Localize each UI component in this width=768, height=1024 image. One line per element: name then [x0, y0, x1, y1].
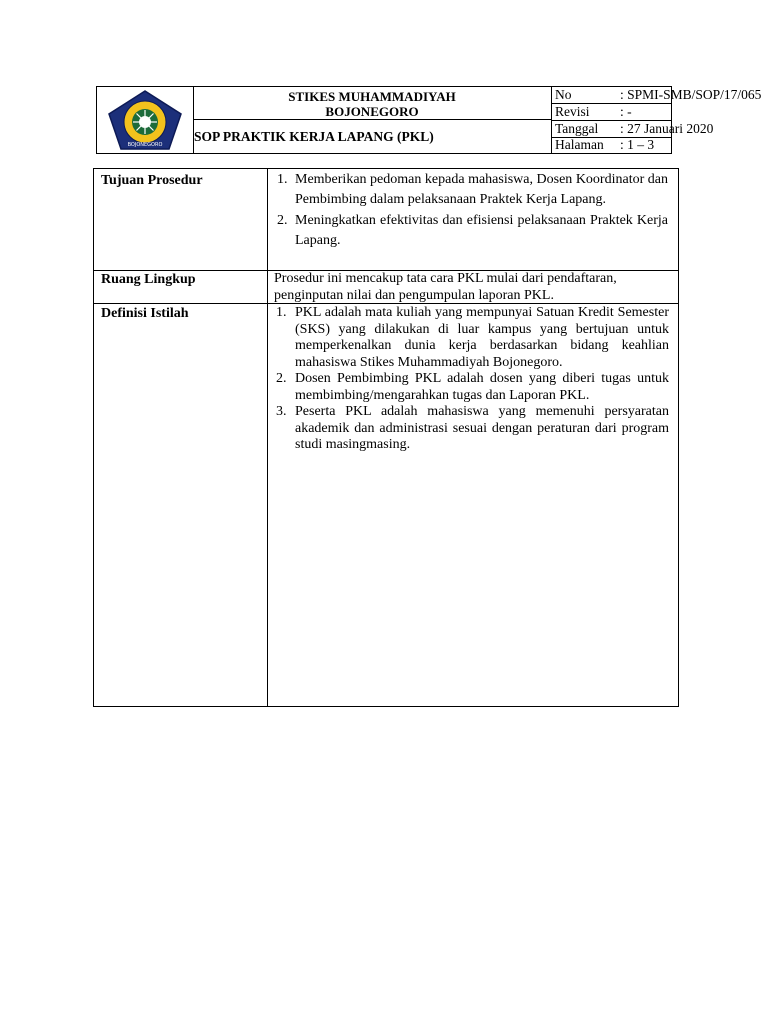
- tujuan-label: Tujuan Prosedur: [101, 173, 203, 188]
- meta-row-tanggal: [552, 121, 714, 138]
- procedure-table: [93, 168, 679, 707]
- list-item: [274, 404, 669, 454]
- meta-value: : SPMI-SMB/SOP/17/065: [620, 87, 762, 102]
- meta-value: : 1 – 3: [620, 137, 655, 152]
- list-item: [270, 211, 668, 251]
- item-number: 2.: [276, 371, 287, 386]
- document-meta: [552, 87, 762, 153]
- meta-label: Revisi: [555, 104, 590, 119]
- svg-text:BOJONEGORO: BOJONEGORO: [127, 142, 163, 148]
- item-number: 1.: [277, 172, 288, 187]
- institution-logo: [105, 88, 185, 152]
- institution-name: [193, 87, 551, 120]
- ruang-text: Prosedur ini mencakup tata cara PKL mulai dari pendaftaran, penginputan nilai dan pengumpulan laporan PKL.: [274, 271, 617, 303]
- item-text: Memberikan pedoman kepada mahasiswa, Dosen Koordinator dan Pembimbing dalam pelaksanaan Praktek Kerja Lapang.: [295, 172, 668, 207]
- meta-row-no: [552, 87, 762, 104]
- meta-label: No: [555, 87, 572, 102]
- tujuan-list: [270, 170, 668, 251]
- tujuan-content: [270, 170, 668, 252]
- column-divider: [267, 169, 268, 706]
- meta-value: : 27 Januari 2020: [620, 121, 714, 136]
- item-text: Peserta PKL adalah mahasiswa yang memenuhi persyaratan akademik dan administrasi sesuai dengan peraturan dari program studi masingmasing.: [295, 404, 669, 452]
- item-number: 1.: [276, 305, 287, 320]
- item-number: 3.: [276, 404, 287, 419]
- definisi-content: [274, 305, 669, 454]
- sop-header-table: [96, 86, 762, 154]
- meta-row-revisi: [552, 104, 671, 121]
- institution-name-line1: STIKES MUHAMMADIYAH: [288, 89, 456, 104]
- ruang-label: Ruang Lingkup: [101, 272, 196, 287]
- item-number: 2.: [277, 213, 288, 228]
- institution-name-line2: BOJONEGORO: [325, 104, 419, 119]
- list-item: [274, 305, 669, 371]
- meta-label: Tanggal: [555, 121, 599, 136]
- item-text: Dosen Pembimbing PKL adalah dosen yang diberi tugas untuk membimbing/mengarahkan tugas dan Laporan PKL.: [295, 371, 669, 403]
- meta-value: : -: [620, 104, 632, 119]
- meta-row-halaman: [552, 137, 671, 153]
- list-item: [270, 170, 668, 210]
- item-text: Meningkatkan efektivitas dan efisiensi pelaksanaan Praktek Kerja Lapang.: [295, 213, 668, 248]
- logo-cell: [97, 87, 194, 153]
- list-item: [274, 371, 669, 404]
- document-title: SOP PRAKTIK KERJA LAPANG (PKL): [194, 129, 434, 144]
- definisi-label: Definisi Istilah: [101, 306, 189, 321]
- meta-label: Halaman: [555, 137, 604, 152]
- definisi-list: [274, 305, 669, 454]
- title-cell: [193, 87, 552, 153]
- item-text: PKL adalah mata kuliah yang mempunyai Satuan Kredit Semester (SKS) yang dilakukan di luar kampus yang bertujuan untuk memperkenalkan dunia kerja berdasarkan bidang keahlian mahasiswa Stikes Muhammadiyah Bojonegoro.: [295, 305, 669, 370]
